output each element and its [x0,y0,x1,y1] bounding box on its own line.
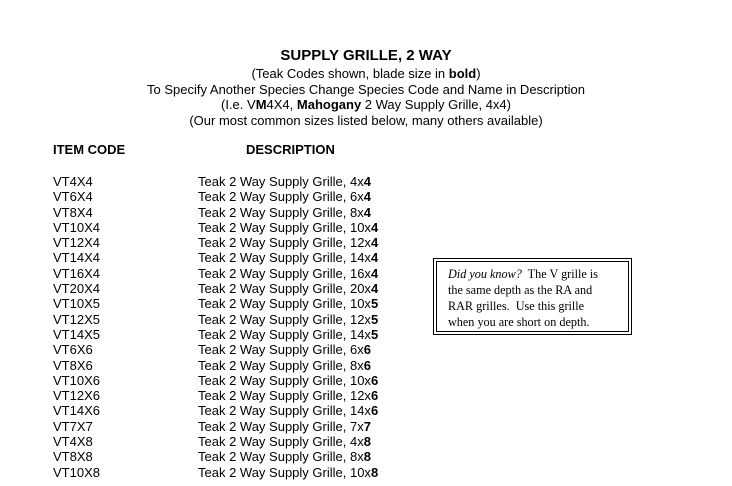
description-cell [198,465,378,480]
table-row [0,205,420,220]
description-cell [198,235,378,250]
description-text: Teak 2 Way Supply Grille, 8x [198,449,364,465]
blade-size: 5 [370,311,379,327]
description-cell [198,434,371,449]
description-cell [198,327,378,342]
table-row [0,449,420,464]
description-text: Teak 2 Way Supply Grille, 20x [198,281,371,297]
description-cell [198,449,371,464]
table-row [0,266,420,281]
item-code-cell: VT14X4 [53,250,100,266]
description-cell [198,281,378,296]
description-text: Teak 2 Way Supply Grille, 12x [198,311,371,327]
description-text: Teak 2 Way Supply Grille, 10x [198,296,371,312]
column-header-item-code: ITEM CODE [53,142,126,157]
table-row [0,358,420,373]
table-row [0,281,420,296]
item-table [0,174,420,480]
blade-size: 7 [363,418,371,434]
item-code-cell: VT10X5 [53,296,100,312]
did-you-know-box [433,258,632,335]
subtitle-line-1-post: ) [476,66,481,81]
blade-size: 4 [370,250,379,266]
table-row [0,465,420,480]
subtitle-line-4: (Our most common sizes listed below, many others available) [189,112,543,128]
table-row [0,373,420,388]
blade-size: 6 [370,388,379,404]
description-text: Teak 2 Way Supply Grille, 6x [198,189,364,205]
description-text: Teak 2 Way Supply Grille, 10x [198,464,371,480]
blade-size: 5 [370,296,379,312]
subtitle-line-2: To Specify Another Species Change Species Code and Name in Description [147,81,585,97]
table-row [0,174,420,189]
description-text: Teak 2 Way Supply Grille, 16x [198,265,371,281]
description-cell [198,358,371,373]
blade-size: 6 [363,357,371,373]
table-row [0,312,420,327]
item-code-cell: VT10X6 [53,372,100,388]
subtitle-line-3-bold-code: M [255,97,267,113]
subtitle-line-1 [0,66,732,82]
table-row [0,403,420,418]
table-row [0,419,420,434]
note-line-1 [448,266,628,282]
description-cell [198,373,378,388]
item-code-cell: VT6X6 [53,342,93,358]
page-title: SUPPLY GRILLE, 2 WAY [280,47,452,64]
note-line-2: the same depth as the RA and [448,283,593,297]
note-line-1-rest: The V grille is [521,267,598,281]
blade-size: 4 [363,204,371,220]
table-row [0,296,420,311]
subtitle-line-1-bold: bold [448,66,477,81]
blade-size: 4 [370,265,379,281]
column-header-description: DESCRIPTION [246,142,335,157]
item-code-cell: VT7X7 [53,418,93,434]
description-cell [198,342,371,357]
description-cell [198,174,371,189]
blade-size: 4 [370,235,379,251]
description-text: Teak 2 Way Supply Grille, 10x [198,372,371,388]
table-row [0,189,420,204]
blade-size: 4 [363,189,371,205]
subtitle-line-3-bold-species: Mahogany [296,97,362,113]
item-code-cell: VT20X4 [53,281,100,297]
description-text: Teak 2 Way Supply Grille, 12x [198,235,371,251]
description-text: Teak 2 Way Supply Grille, 14x [198,326,371,342]
description-cell [198,220,378,235]
blade-size: 6 [370,403,379,419]
table-row [0,235,420,250]
subtitle-line-1-pre: (Teak Codes shown, blade size in [251,66,449,81]
blade-size: 8 [363,434,371,450]
note-lead: Did you know? [448,267,522,281]
item-code-cell: VT10X8 [53,464,100,480]
item-code-cell: VT8X6 [53,357,93,373]
description-text: Teak 2 Way Supply Grille, 10x [198,219,371,235]
item-code-cell: VT10X4 [53,219,100,235]
description-cell [198,312,378,327]
table-row [0,388,420,403]
blade-size: 4 [363,174,371,189]
description-cell [198,250,378,265]
blade-size: 6 [370,372,379,388]
table-row [0,327,420,342]
description-cell [198,419,371,434]
table-row [0,434,420,449]
item-code-cell: VT8X8 [53,449,93,465]
table-row [0,220,420,235]
item-code-cell: VT14X6 [53,403,100,419]
description-text: Teak 2 Way Supply Grille, 14x [198,403,371,419]
description-text: Teak 2 Way Supply Grille, 4x [198,434,364,450]
item-code-cell: VT4X8 [53,434,93,450]
blade-size: 8 [363,449,371,465]
did-you-know-text [436,261,629,332]
header-block [0,46,732,128]
table-row [0,342,420,357]
description-text: Teak 2 Way Supply Grille, 8x [198,357,364,373]
item-code-cell: VT14X5 [53,326,100,342]
item-code-cell: VT8X4 [53,204,93,220]
subtitle-line-3-mid: 4X4, [266,97,297,113]
blade-size: 5 [370,326,379,342]
description-cell [198,266,378,281]
subtitle-line-3-post: 2 Way Supply Grille, 4x4) [361,97,511,113]
description-text: Teak 2 Way Supply Grille, 7x [198,418,364,434]
description-text: Teak 2 Way Supply Grille, 6x [198,342,364,358]
subtitle-line-3-pre: (I.e. V [221,97,256,113]
item-code-cell: VT4X4 [53,174,93,189]
item-code-cell: VT16X4 [53,265,100,281]
description-text: Teak 2 Way Supply Grille, 14x [198,250,371,266]
description-text: Teak 2 Way Supply Grille, 4x [198,174,364,189]
description-cell [198,403,378,418]
note-line-3: RAR grilles. Use this grille [448,299,585,313]
blade-size: 4 [370,219,379,235]
blade-size: 4 [370,281,379,297]
item-code-cell: VT12X6 [53,388,100,404]
table-row [0,250,420,265]
description-text: Teak 2 Way Supply Grille, 8x [198,204,364,220]
item-code-cell: VT12X5 [53,311,100,327]
subtitle-line-3 [0,97,732,113]
item-code-cell: VT12X4 [53,235,100,251]
note-line-4: when you are short on depth. [448,315,590,329]
description-cell [198,296,378,311]
item-code-cell: VT6X4 [53,189,93,205]
blade-size: 8 [370,464,379,480]
description-cell [198,189,371,204]
description-cell [198,205,371,220]
blade-size: 6 [363,342,371,358]
description-cell [198,388,378,403]
description-text: Teak 2 Way Supply Grille, 12x [198,388,371,404]
